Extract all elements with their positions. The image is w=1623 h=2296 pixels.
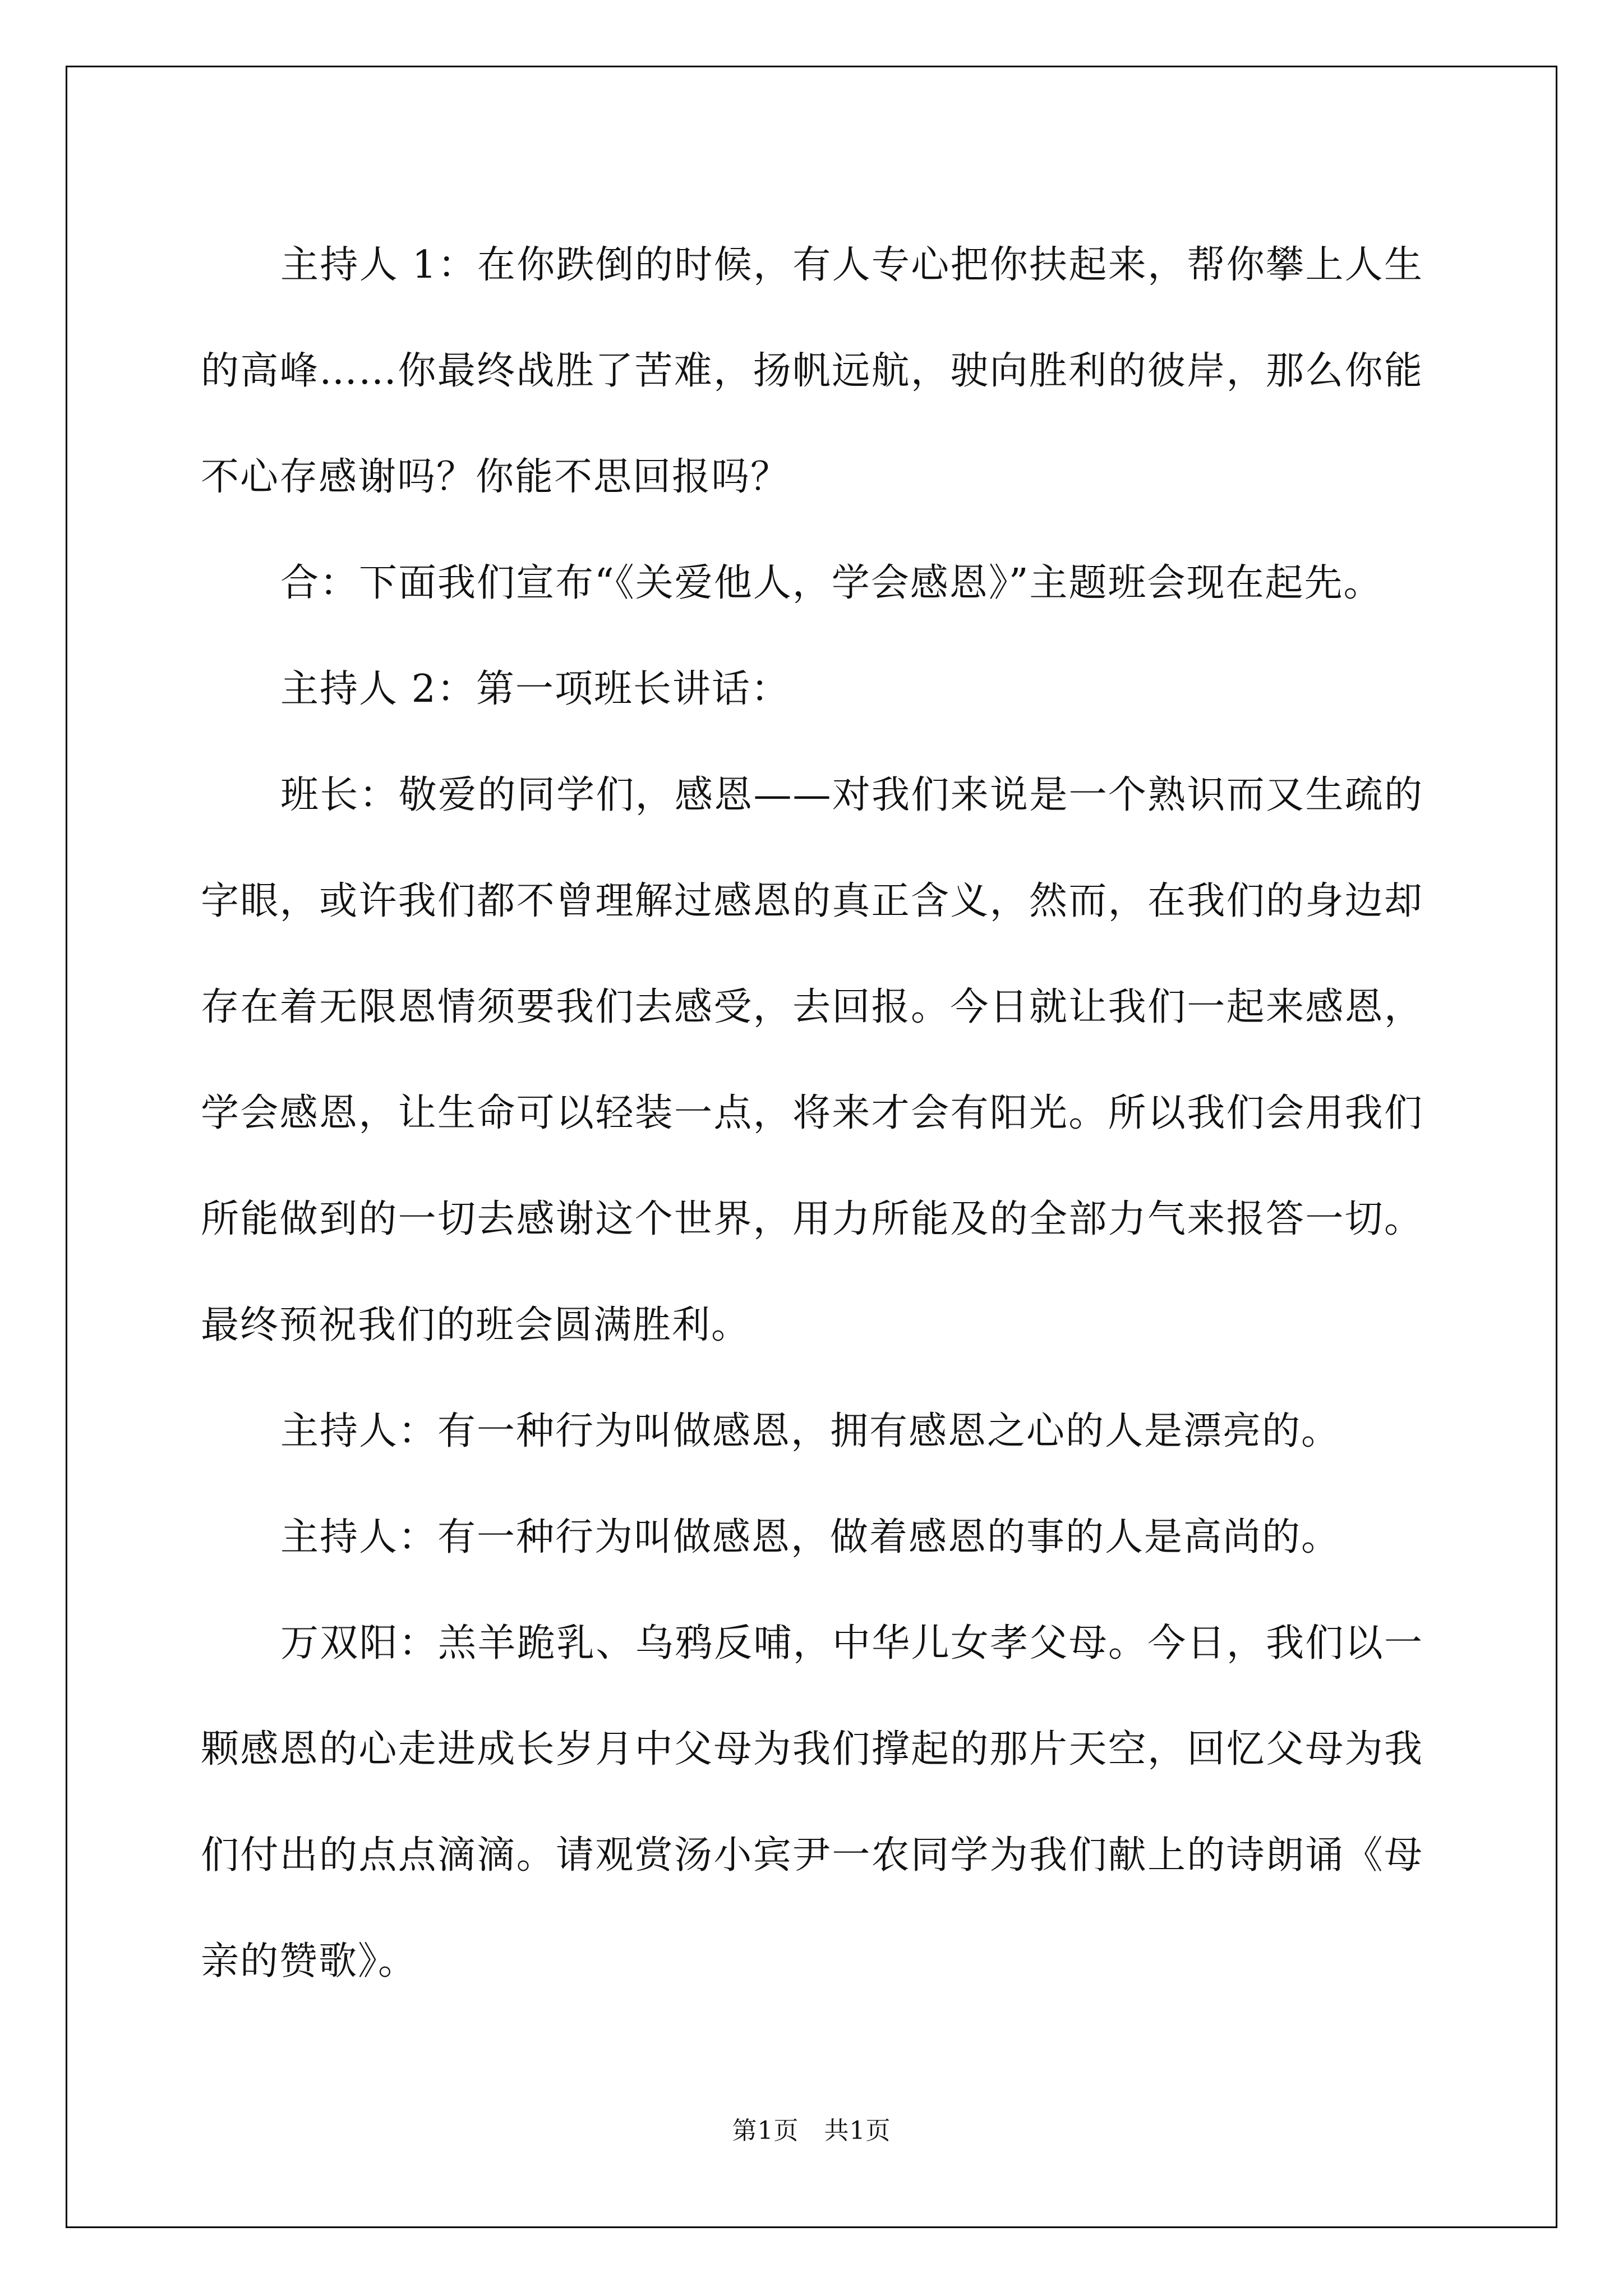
paragraph-monitor-speech: 班长：敬爱的同学们，感恩——对我们来说是一个熟识而又生疏的字眼，或许我们都不曾理解过感恩的真正含义，然而，在我们的身边却存在着无限恩情须要我们去感受，去回报。今日就让我们一起来感恩，学会感恩，让生命可以轻装一点，将来才会有阳光。所以我们会用我们所能做到的一切去感谢这个世界，用力所能及的全部力气来报答一切。最终预祝我们的班会圆满胜利。 — [201, 773, 1423, 1347]
footer-spacer — [799, 2116, 824, 2145]
page-number: 第1页 — [732, 2116, 799, 2145]
paragraph-host2-agenda: 主持人 2：第一项班长讲话： — [280, 667, 790, 711]
page-total: 共1页 — [824, 2116, 891, 2145]
page-footer — [0, 2110, 1623, 2146]
paragraph-announcement: 合：下面我们宣布“《关爱他人，学会感恩》”主题班会现在起先。 — [280, 561, 1383, 605]
paragraph-wan-shuangyang: 万双阳：羔羊跪乳、乌鸦反哺，中华儿女孝父母。今日，我们以一颗感恩的心走进成长岁月中父母为我们撑起的那片天空，回忆父母为我们付出的点点滴滴。请观赏汤小宾尹一农同学为我们献上的诗朗诵《母亲的赞歌》。 — [201, 1621, 1423, 1984]
paragraph-host-line-2: 主持人：有一种行为叫做感恩，做着感恩的事的人是高尚的。 — [280, 1515, 1341, 1559]
paragraph-host-line-1: 主持人：有一种行为叫做感恩，拥有感恩之心的人是漂亮的。 — [280, 1409, 1341, 1453]
document-body — [201, 212, 1423, 2014]
paragraph-host1-intro: 主持人 1：在你跌倒的时候，有人专心把你扶起来，帮你攀上人生的高峰……你最终战胜了苦难，扬帆远航，驶向胜利的彼岸，那么你能不心存感谢吗？你能不思回报吗？ — [201, 243, 1423, 499]
